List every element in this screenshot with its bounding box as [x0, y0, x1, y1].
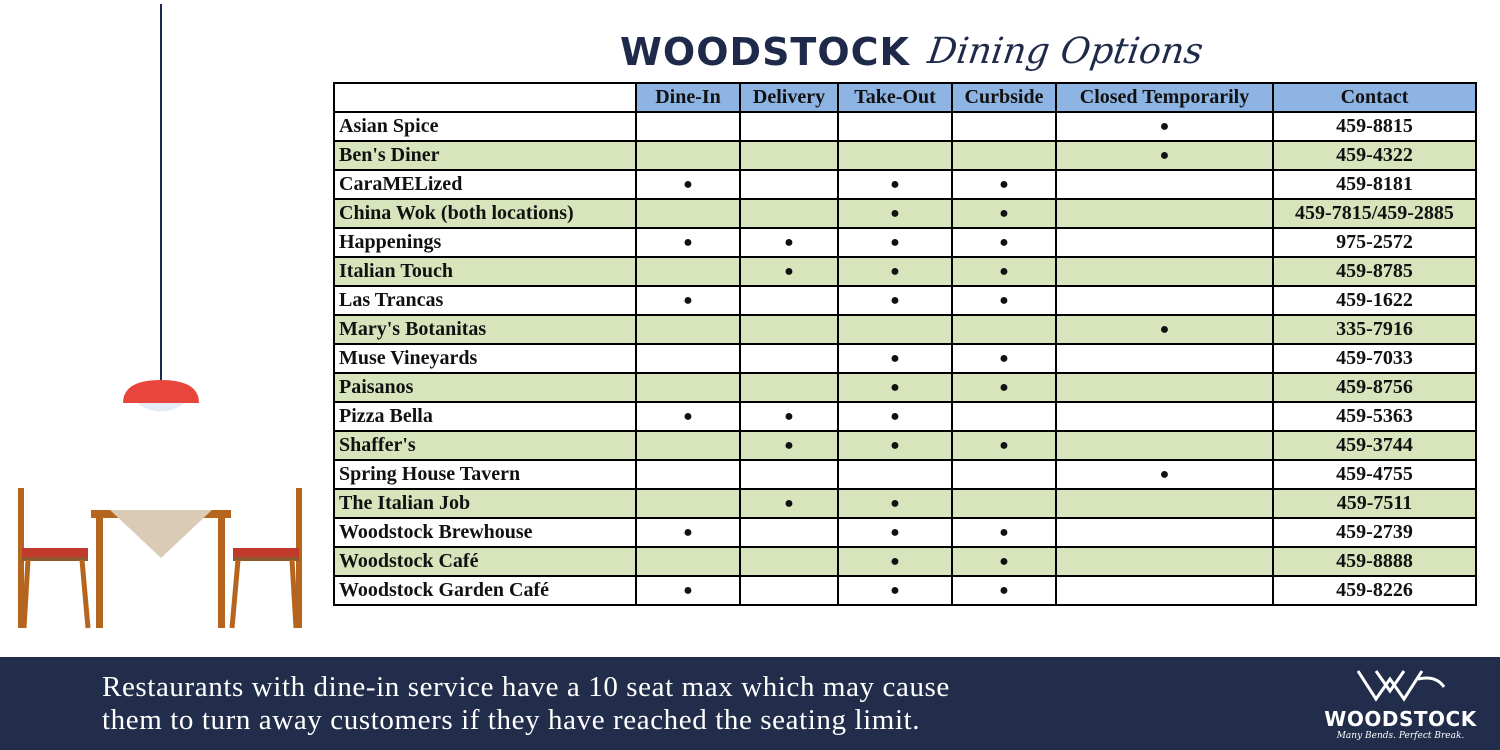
cell-curbside [952, 518, 1056, 547]
restaurant-name: Italian Touch [334, 257, 636, 286]
cell-dine-in [636, 402, 740, 431]
cell-take-out [838, 228, 952, 257]
bullet-icon: ● [890, 349, 900, 367]
cell-curbside [952, 315, 1056, 344]
contact-number: 459-8785 [1273, 257, 1476, 286]
cell-closed-temporarily [1056, 518, 1273, 547]
cell-dine-in [636, 373, 740, 402]
restaurant-name: China Wok (both locations) [334, 199, 636, 228]
header-blank-cell [334, 83, 636, 112]
contact-number: 335-7916 [1273, 315, 1476, 344]
dining-illustration [0, 0, 320, 650]
cell-delivery [740, 228, 838, 257]
cell-closed-temporarily [1056, 460, 1273, 489]
table-row [334, 460, 1476, 489]
contact-number: 975-2572 [1273, 228, 1476, 257]
bullet-icon: ● [890, 378, 900, 396]
page-title [620, 22, 1206, 74]
header-curbside: Curbside [952, 83, 1056, 112]
cell-take-out [838, 431, 952, 460]
table-row [334, 402, 1476, 431]
cell-take-out [838, 576, 952, 605]
table-row [334, 373, 1476, 402]
bullet-icon: ● [683, 581, 693, 599]
bullet-icon: ● [999, 349, 1009, 367]
restaurant-name: The Italian Job [334, 489, 636, 518]
cell-take-out [838, 344, 952, 373]
cell-closed-temporarily [1056, 373, 1273, 402]
cell-take-out [838, 460, 952, 489]
restaurant-name: Spring House Tavern [334, 460, 636, 489]
contact-number: 459-7815/459-2885 [1273, 199, 1476, 228]
cell-dine-in [636, 170, 740, 199]
logo-tagline: Many Bends. Perfect Break. [1336, 731, 1465, 741]
cell-closed-temporarily [1056, 489, 1273, 518]
restaurant-name: Woodstock Café [334, 547, 636, 576]
bullet-icon: ● [890, 581, 900, 599]
cell-closed-temporarily [1056, 141, 1273, 170]
cell-take-out [838, 170, 952, 199]
cell-dine-in [636, 228, 740, 257]
cell-closed-temporarily [1056, 199, 1273, 228]
table-row [334, 547, 1476, 576]
table-row [334, 170, 1476, 199]
contact-number: 459-7033 [1273, 344, 1476, 373]
seating-notice [102, 671, 1102, 737]
cell-delivery [740, 141, 838, 170]
contact-number: 459-8815 [1273, 112, 1476, 141]
cell-dine-in [636, 286, 740, 315]
cell-curbside [952, 431, 1056, 460]
bullet-icon: ● [999, 552, 1009, 570]
bullet-icon: ● [1159, 146, 1170, 164]
bullet-icon: ● [999, 291, 1009, 309]
cell-take-out [838, 489, 952, 518]
cell-delivery [740, 170, 838, 199]
cell-delivery [740, 373, 838, 402]
cell-delivery [740, 431, 838, 460]
bullet-icon: ● [890, 175, 900, 193]
cell-curbside [952, 170, 1056, 199]
chair-icon [18, 488, 88, 628]
cell-take-out [838, 257, 952, 286]
cell-delivery [740, 112, 838, 141]
bullet-icon: ● [890, 407, 900, 425]
cell-curbside [952, 286, 1056, 315]
contact-number: 459-4322 [1273, 141, 1476, 170]
bullet-icon: ● [890, 552, 900, 570]
cell-closed-temporarily [1056, 112, 1273, 141]
cell-dine-in [636, 518, 740, 547]
dining-table-icon [91, 510, 231, 628]
bullet-icon: ● [683, 523, 693, 541]
cell-delivery [740, 286, 838, 315]
cell-delivery [740, 576, 838, 605]
cell-dine-in [636, 257, 740, 286]
bullet-icon: ● [683, 407, 693, 425]
cell-closed-temporarily [1056, 547, 1273, 576]
cell-closed-temporarily [1056, 286, 1273, 315]
table-row [334, 141, 1476, 170]
cell-delivery [740, 344, 838, 373]
cell-curbside [952, 402, 1056, 431]
cell-dine-in [636, 431, 740, 460]
bullet-icon: ● [999, 262, 1009, 280]
table-row [334, 315, 1476, 344]
bullet-icon: ● [999, 204, 1009, 222]
cell-closed-temporarily [1056, 315, 1273, 344]
bullet-icon: ● [683, 175, 693, 193]
contact-number: 459-4755 [1273, 460, 1476, 489]
table-row [334, 489, 1476, 518]
cell-delivery [740, 460, 838, 489]
logo-brand-text: WOODSTOCK [1324, 707, 1477, 731]
contact-number: 459-8888 [1273, 547, 1476, 576]
restaurant-name: Woodstock Garden Café [334, 576, 636, 605]
contact-number: 459-3744 [1273, 431, 1476, 460]
seating-notice-line-1: Restaurants with dine-in service have a 10 seat max which may cause [102, 671, 950, 703]
contact-number: 459-1622 [1273, 286, 1476, 315]
woodstock-logo-icon [1318, 665, 1483, 707]
bullet-icon: ● [890, 436, 900, 454]
cell-take-out [838, 373, 952, 402]
header-closed-temporarily: Closed Temporarily [1056, 83, 1273, 112]
seating-notice-line-2: them to turn away customers if they have reached the seating limit. [102, 704, 921, 736]
bullet-icon: ● [890, 233, 900, 251]
contact-number: 459-7511 [1273, 489, 1476, 518]
bullet-icon: ● [784, 233, 794, 251]
woodstock-logo [1318, 665, 1483, 745]
cell-take-out [838, 547, 952, 576]
bullet-icon: ● [1159, 117, 1170, 135]
cell-curbside [952, 460, 1056, 489]
cell-curbside [952, 199, 1056, 228]
cell-take-out [838, 286, 952, 315]
restaurant-name: Ben's Diner [334, 141, 636, 170]
header-contact: Contact [1273, 83, 1476, 112]
table-row [334, 518, 1476, 547]
table-row [334, 199, 1476, 228]
title-brand: WOODSTOCK [620, 30, 910, 74]
pendant-lamp-icon [123, 4, 199, 412]
restaurant-name: Pizza Bella [334, 402, 636, 431]
cell-curbside [952, 228, 1056, 257]
cell-closed-temporarily [1056, 257, 1273, 286]
restaurant-name: Muse Vineyards [334, 344, 636, 373]
bullet-icon: ● [784, 262, 794, 280]
bullet-icon: ● [999, 523, 1009, 541]
cell-curbside [952, 141, 1056, 170]
table-row [334, 431, 1476, 460]
cell-take-out [838, 141, 952, 170]
cell-closed-temporarily [1056, 431, 1273, 460]
cell-delivery [740, 489, 838, 518]
cell-dine-in [636, 489, 740, 518]
bullet-icon: ● [890, 262, 900, 280]
dining-options-table [333, 82, 1477, 606]
cell-closed-temporarily [1056, 228, 1273, 257]
bullet-icon: ● [999, 581, 1009, 599]
bullet-icon: ● [999, 175, 1009, 193]
bullet-icon: ● [784, 494, 794, 512]
header-take-out: Take-Out [838, 83, 952, 112]
cell-curbside [952, 489, 1056, 518]
contact-number: 459-5363 [1273, 402, 1476, 431]
cell-dine-in [636, 460, 740, 489]
restaurant-name: Asian Spice [334, 112, 636, 141]
table-row [334, 228, 1476, 257]
table-row [334, 286, 1476, 315]
cell-dine-in [636, 141, 740, 170]
bullet-icon: ● [784, 436, 794, 454]
restaurant-name: CaraMELized [334, 170, 636, 199]
table-row [334, 576, 1476, 605]
cell-dine-in [636, 199, 740, 228]
cell-curbside [952, 112, 1056, 141]
bullet-icon: ● [683, 291, 693, 309]
cell-delivery [740, 402, 838, 431]
cell-delivery [740, 518, 838, 547]
cell-take-out [838, 518, 952, 547]
restaurant-name: Paisanos [334, 373, 636, 402]
cell-take-out [838, 112, 952, 141]
cell-closed-temporarily [1056, 170, 1273, 199]
cell-curbside [952, 373, 1056, 402]
footer-banner [0, 657, 1500, 750]
table-row [334, 344, 1476, 373]
restaurant-name: Mary's Botanitas [334, 315, 636, 344]
cell-take-out [838, 199, 952, 228]
title-script: Dining Options [925, 31, 1206, 72]
cell-dine-in [636, 315, 740, 344]
bullet-icon: ● [890, 204, 900, 222]
contact-number: 459-8181 [1273, 170, 1476, 199]
restaurant-name: Happenings [334, 228, 636, 257]
restaurant-name: Shaffer's [334, 431, 636, 460]
contact-number: 459-2739 [1273, 518, 1476, 547]
header-dine-in: Dine-In [636, 83, 740, 112]
cell-delivery [740, 315, 838, 344]
chair-icon [232, 488, 302, 628]
header-delivery: Delivery [740, 83, 838, 112]
cell-curbside [952, 344, 1056, 373]
bullet-icon: ● [999, 436, 1009, 454]
cell-delivery [740, 547, 838, 576]
bullet-icon: ● [890, 523, 900, 541]
cell-dine-in [636, 576, 740, 605]
cell-take-out [838, 402, 952, 431]
cell-take-out [838, 315, 952, 344]
cell-curbside [952, 547, 1056, 576]
cell-closed-temporarily [1056, 576, 1273, 605]
table-body [334, 112, 1476, 605]
cell-curbside [952, 576, 1056, 605]
table-row [334, 257, 1476, 286]
cell-closed-temporarily [1056, 402, 1273, 431]
contact-number: 459-8756 [1273, 373, 1476, 402]
restaurant-name: Las Trancas [334, 286, 636, 315]
bullet-icon: ● [890, 291, 900, 309]
cell-curbside [952, 257, 1056, 286]
cell-dine-in [636, 547, 740, 576]
cell-dine-in [636, 112, 740, 141]
cell-closed-temporarily [1056, 344, 1273, 373]
table-row [334, 112, 1476, 141]
bullet-icon: ● [999, 378, 1009, 396]
bullet-icon: ● [683, 233, 693, 251]
cell-dine-in [636, 344, 740, 373]
bullet-icon: ● [999, 233, 1009, 251]
restaurant-name: Woodstock Brewhouse [334, 518, 636, 547]
bullet-icon: ● [890, 494, 900, 512]
cell-delivery [740, 199, 838, 228]
bullet-icon: ● [1159, 320, 1170, 338]
contact-number: 459-8226 [1273, 576, 1476, 605]
bullet-icon: ● [784, 407, 794, 425]
cell-delivery [740, 257, 838, 286]
table-header-row [334, 83, 1476, 112]
bullet-icon: ● [1159, 465, 1170, 483]
